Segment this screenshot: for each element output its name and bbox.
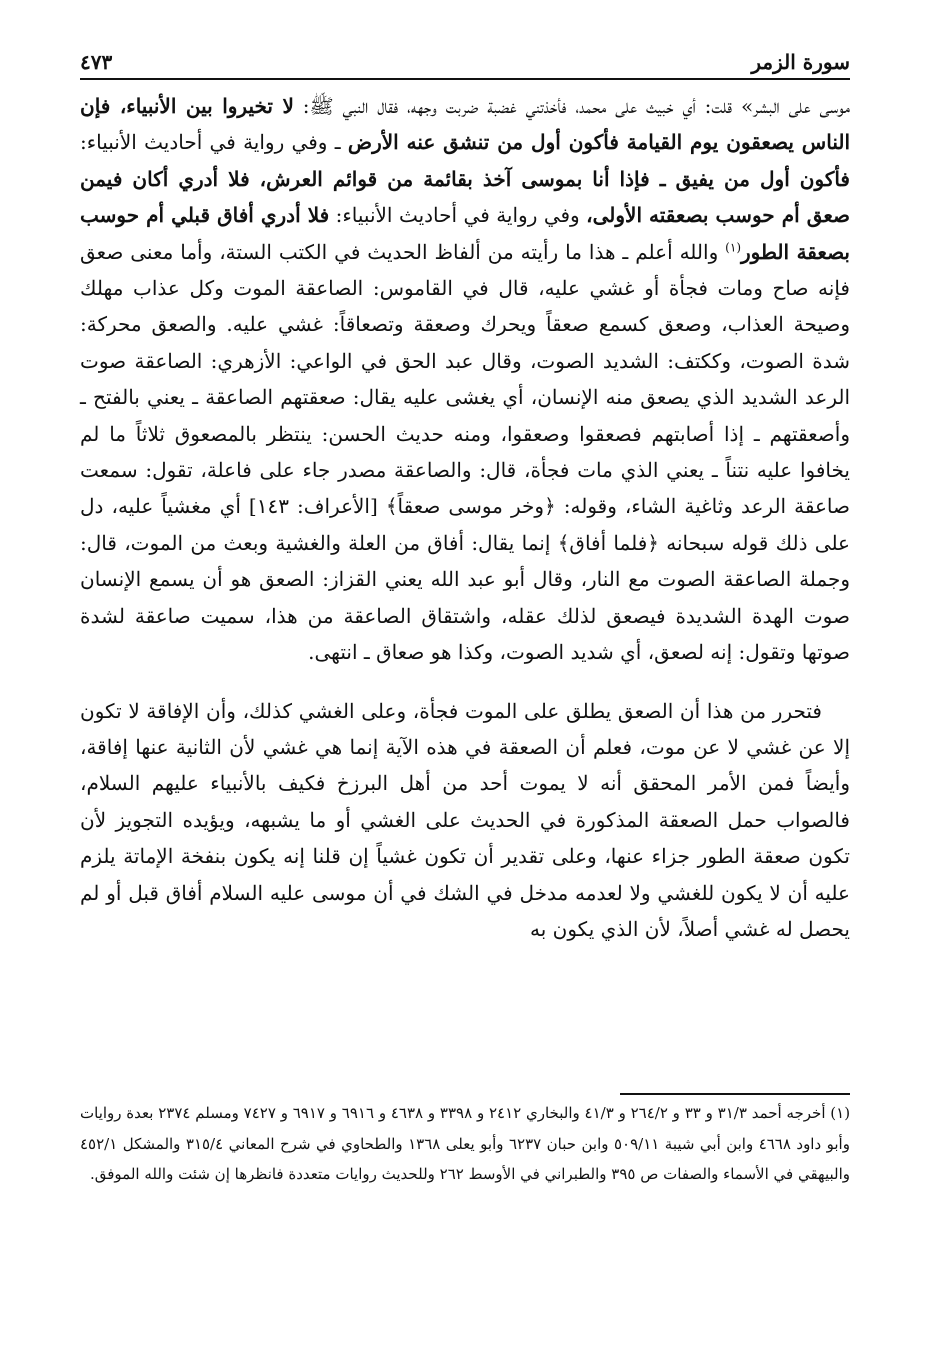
running-title: سورة الزمر (751, 50, 850, 74)
footnote-1: (١) أخرجه أحمد ٣١/٣ و ٣٣ و ٢٦٤/٢ و ٤١/٣ والبخاري ٢٤١٢ و ٣٣٩٨ و ٤٦٣٨ و ٦٩١٦ و ٦٩١٧ و ٧٤٢٧ ومسلم ٢٣٧٤ بعدة روايات وأبو داود ٤٦٦٨ وابن أبي شيبة ٥٠٩/١١ وابن حبان ٦٢٣٧ وأبو يعلى ١٣٦٨ والطحاوي في شرح المعاني ٣١٥/٤ والمشكل ٤٥٢/١ والبيهقي في الأسماء والصفات ص ٣٩٥ والطبراني في الأوسط ٢٦٢ وللحديث روايات متعددة فانظرها إن شئت والله الموفق. (80, 1104, 851, 1183)
hadith-text: فلا أدري أفاق قبلي أم حوسب بصعقة الطور (80, 203, 850, 264)
header-divider (80, 78, 850, 80)
footnote-reference: (١) (725, 239, 741, 254)
paragraph-2: فتحرر من هذا أن الصعق يطلق على الموت فجأة، وعلى الغشي كذلك، وأن الإفاقة لا تكون إلا عن غشي لا عن موت، فعلم أن الصعقة في هذه الآية إنما هي غشي لأن الثانية عنها إفاقة، وأيضاً فمن الأمر المحقق أنه لا يموت أحد من أهل البرزخ فكيف بالأنبياء عليهم السلام، فالصواب حمل الصعقة المذكورة في الحديث على الغشي أو ما يشبهه، ويؤيده التجويز لأن تكون صعقة الطور جزاء عنها، وعلى تقدير أن تكون غشياً إن قلنا إنه يكون بنفخة الإماتة يلزم عليه أن لا يكون للغشي ولا لعدمه مدخل في الشك في أن موسى عليه السلام أفاق قبل أو لم يحصل له غشي أصلاً، لأن الذي يكون به (80, 698, 850, 941)
hadith-text: لا تخيروا بين الأنبياء، فإن الناس يصعقون يوم القيامة فأكون أول من تنشق عنه الأرض (80, 94, 850, 155)
page-header (80, 40, 850, 74)
hadith-text: فأكون أول من يفيق ـ فإذا أنا بموسى آخذ بقائمة من قوائم العرش، فلا أدري أكان فيمن صعق أم حوسب بصعقته الأولى، (80, 166, 850, 228)
footnote-divider (620, 1093, 850, 1095)
page-number: ٤٧٣ (80, 50, 113, 74)
paragraph-1 (80, 88, 850, 671)
segment: موسى على البشر» قلت: أي خبيث على محمد، فأخذتني غضبة ضربت وجهه، فقال النبي ﷺ: (293, 94, 850, 118)
footnotes (80, 1098, 850, 1190)
segment: وفي رواية في أحاديث الأنبياء: (329, 203, 587, 228)
segment: ـ وفي رواية في أحاديث الأنبياء: (80, 130, 348, 155)
main-text (80, 88, 850, 947)
segment: والله أعلم ـ هذا ما رأيته من ألفاظ الحديث في الكتب الستة، وأما معنى صعق فإنه صاح ومات فجأة أو غشي عليه، قال في القاموس: الصاعقة الموت وكل عذاب مهلك وصيحة العذاب، وصعق كسمع صعقاً ويحرك وصعقة وتصعاقاً: غشي عليه. والصعق محركة: شدة الصوت، وككتف: الشديد الصوت، وقال عبد الحق في الواعي: الأزهري: الصاعقة صوت الرعد الشديد الذي يصعق منه الإنسان، أي يغشى عليه يقال: صعقتهم الصاعقة ـ يعني بالفتح ـ وأصعقتهم ـ إذا أصابتهم فصعقوا وصعقوا، ومنه حديث الحسن: ينتظر بالمصعوق ثلاثاً ما لم يخافوا عليه نتناً ـ يعني الذي مات فجأة، قال: والصاعقة مصدر جاء على فاعلة، تقول: سمعت صاعقة الرعد وثاغية الشاء، وقوله: ﴿وخر موسى صعقاً﴾ [الأعراف: ١٤٣] أي مغشياً عليه، دل على ذلك قوله سبحانه ﴿فلما أفاق﴾ إنما يقال: أفاق من العلة والغشية وبعث من الموت، قال: وجملة الصاعقة الصوت مع النار، وقال أبو عبد الله يعني القزاز: الصعق هو أن يسمع الإنسان صوت الهدة الشديدة فيصعق لذلك عقله، واشتقاق الصاعقة من هذا، سميت صاعقة لشدة صوتها وتقول: إنه لصعق، أي شديد الصوت، وكذا هو صعاق ـ انتهى. (80, 239, 850, 665)
